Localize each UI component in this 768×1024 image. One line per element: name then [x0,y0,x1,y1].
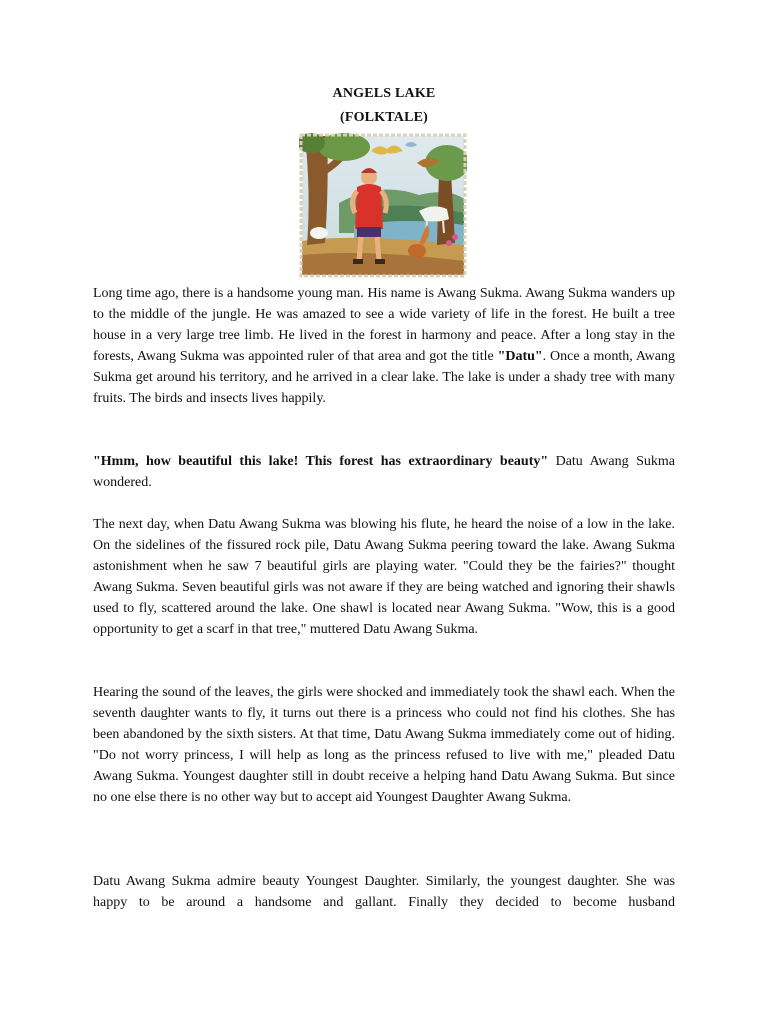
paragraph-4: Hearing the sound of the leaves, the girls were shocked and immediately took the shawl each. When the seventh daughter wants to fly, it turns out there is a princess who could not find his clothes. She has been abandoned by the sixth sisters. At that time, Datu Awang Sukma immediately come out of hiding. "Do not worry princess, I will help as long as the princess refused to live with me," pleaded Datu Awang Sukma. Youngest daughter still in doubt receive a helping hand Datu Awang Sukma. But since no one else there is no other way but to accept aid Youngest Daughter Awang Sukma. [93,685,675,805]
paragraph-2-text: Datu Awang Sukma wondered. [93,454,675,490]
paragraph-2 [93,451,675,493]
paragraph-3: The next day, when Datu Awang Sukma was blowing his flute, he heard the noise of a low in the lake. On the sidelines of the fissured rock pile, Datu Awang Sukma peering toward the lake. Awang Sukma astonishment when he saw 7 beautiful girls are playing water. "Could they be the fairies?" thought Awang Sukma. Seven beautiful girls was not aware if they are being watched and ignoring their shawls used to fly, scattered around the lake. One shawl is located near Awang Sukma. "Wow, this is a good opportunity to get a scarf in that tree," muttered Datu Awang Sukma. [93,517,675,637]
story-title: ANGELS LAKE [332,86,436,101]
paragraph-2-bold-quote: "Hmm, how beautiful this lake! This forest has extraordinary beauty" [93,454,549,469]
folktale-forest-illustration-icon [299,133,467,278]
paragraph-5: Datu Awang Sukma admire beauty Youngest Daughter. Similarly, the youngest daughter. She was happy to be around a handsome and gallant. Finally they decided to become husband [93,874,675,910]
paragraph-1 [93,283,675,409]
paragraph-1-bold-title: "Datu" [497,349,543,364]
paragraph-1-text-a: Long time ago, there is a handsome young man. His name is Awang Sukma. Awang Sukma wanders up to the middle of the jungle. He was amazed to see a wide variety of life in the forest. He built a tree house in a very large tree limb. He lived in the forest in harmony and peace. After a long stay in the forests, Awang Sukma was appointed ruler of that area and got the title [93,286,675,364]
paragraph-1-text-b: . Once a month, Awang Sukma get around his territory, and he arrived in a clear lake. The lake is under a shady tree with many fruits. The birds and insects lives happily. [93,349,675,406]
story-subtitle: (FOLKTALE) [339,110,429,125]
